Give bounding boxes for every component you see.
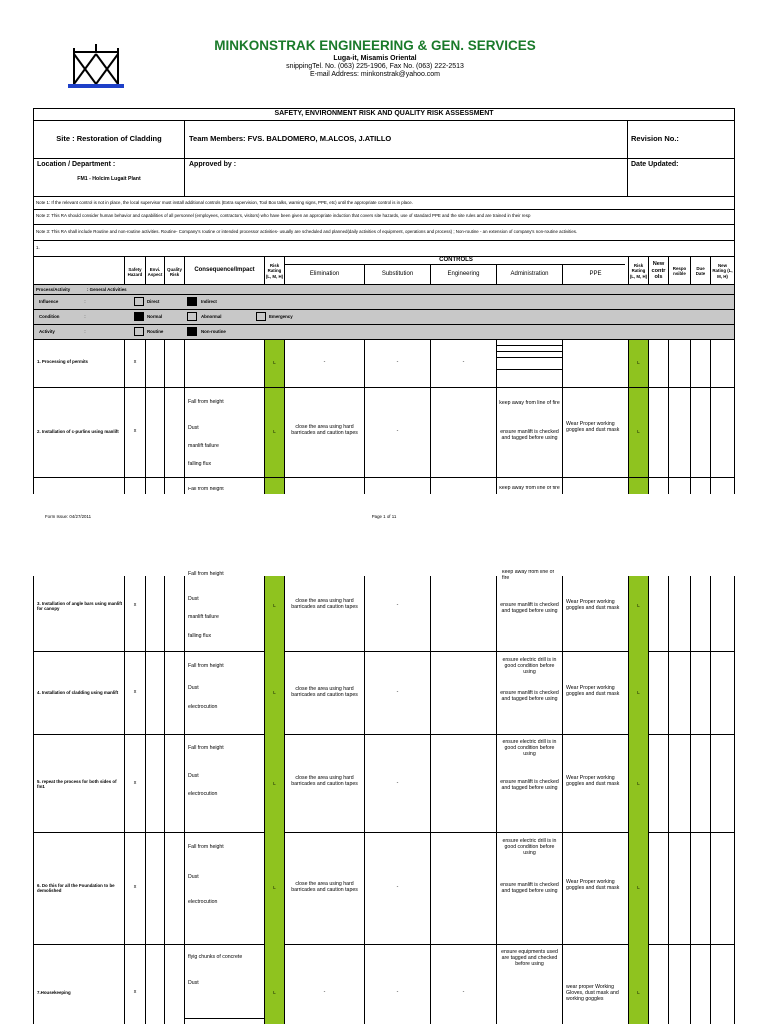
routine-checkbox[interactable] xyxy=(134,327,144,336)
consequence-item: Dust xyxy=(188,874,199,881)
consequence-item: Dust xyxy=(188,773,199,780)
risk-rating-2-value: L xyxy=(637,690,640,696)
site-label: Site : Restoration of Cladding xyxy=(56,133,162,143)
process-activity-value: : General Activities xyxy=(87,286,127,292)
normal-label: Normal xyxy=(147,314,163,320)
ppe-cell: Wear Proper working goggles and dust mask xyxy=(566,685,620,697)
activity-cell: 2. Installation of c-purlins using manlift xyxy=(37,429,119,435)
nonroutine-checkbox[interactable] xyxy=(187,327,197,336)
consequence-item: electrocution xyxy=(188,704,218,711)
col-ppe: PPE xyxy=(589,270,602,277)
company-logo xyxy=(68,40,124,90)
substitution-cell: - xyxy=(396,884,399,891)
safety-mark: x xyxy=(133,689,137,696)
col-risk-rating-2: Risk Rating (L, M, H) xyxy=(629,263,648,279)
consequence-item: manlift failure xyxy=(188,614,219,621)
consequence-item: Dust xyxy=(188,596,199,603)
substitution-cell: - xyxy=(396,428,399,435)
elimination-cell: close the area using hard barricades and caution tapes xyxy=(291,686,358,698)
elimination-cell: - xyxy=(323,989,326,996)
admin-item: keep away from line of fire xyxy=(499,400,560,407)
activity-label: Activity xyxy=(39,329,55,335)
consequence-cutoff: Fall from height xyxy=(188,487,224,492)
admin-item: ensure electric drill is in good condition before using xyxy=(502,657,557,675)
location-label: Location / Department : xyxy=(37,160,116,168)
emergency-checkbox[interactable] xyxy=(256,312,266,321)
col-consequence: Consequence/Impact xyxy=(194,266,255,273)
company-phone: snippingTel. No. (063) 225-1906, Fax No. (063) 222-2513 xyxy=(286,63,464,71)
consequence-item: flyig chunks of concrete xyxy=(188,954,243,961)
emergency-label: Emergency xyxy=(269,314,293,320)
col-administration: Administration xyxy=(510,270,549,277)
safety-mark: x xyxy=(133,359,137,366)
risk-rating-2-value: L xyxy=(637,781,640,787)
abnormal-checkbox[interactable] xyxy=(187,312,197,321)
location-value: FM1 - Holcim Lugait Plant xyxy=(77,176,141,183)
blank-row: 1. xyxy=(36,245,40,251)
col-envi: Envi. Aspect xyxy=(147,266,163,277)
company-address: Luga-it, Misamis Oriental xyxy=(333,55,417,63)
safety-mark: x xyxy=(133,428,137,435)
activity-cell: 3. Installation of angle bars using manlift for canopy xyxy=(37,600,123,611)
col-quality: Quality Risk xyxy=(167,266,182,277)
col-risk-rating: Risk Rating (L, M, H) xyxy=(265,263,284,279)
condition-colon: : xyxy=(84,314,86,320)
indirect-label: Indirect xyxy=(201,299,217,305)
substitution-cell: - xyxy=(396,602,399,609)
consequence-item: falling flux xyxy=(188,633,212,640)
risk-rating-value: L xyxy=(273,360,276,366)
risk-rating-2-value: L xyxy=(637,885,640,891)
substitution-cell: - xyxy=(396,359,399,366)
elimination-cell: close the area using hard barricades and caution tapes xyxy=(291,424,358,436)
col-new-controls: New contr ols xyxy=(651,261,666,281)
activity-cell: 4. Installation of cladding using manlift xyxy=(37,690,119,696)
activity-cell: 7.Housekeeping xyxy=(37,990,71,996)
risk-rating-cell xyxy=(265,576,284,1024)
risk-rating-value: L xyxy=(273,990,276,996)
approved-label: Approved by : xyxy=(189,160,237,168)
safety-mark: x xyxy=(133,602,137,609)
revision-label: Revision No.: xyxy=(631,133,679,143)
elimination-cell: close the area using hard barricades and caution tapes xyxy=(291,598,358,610)
risk-rating-value: L xyxy=(273,781,276,787)
risk-rating-value: L xyxy=(273,429,276,435)
substitution-cell: - xyxy=(396,989,399,996)
admin-item: ensure manlift is checked and tagged before using xyxy=(500,779,559,791)
activity-colon: : xyxy=(84,329,86,335)
admin-cutoff: keep away from line of fire xyxy=(499,486,560,491)
form-issue: Form Issue: 04/27/2011 xyxy=(45,514,92,520)
process-activity-label: Process/Activity xyxy=(36,286,71,292)
condition-label: Condition xyxy=(39,314,60,320)
risk-rating-value: L xyxy=(273,885,276,891)
company-email: E-mail Address: minkonstrak@yahoo.com xyxy=(309,71,441,79)
ppe-cell: Wear Proper working goggles and dust mask xyxy=(566,879,620,891)
direct-label: Direct xyxy=(147,299,160,305)
col-engineering: Engineering xyxy=(447,270,480,277)
col-elimination: Elimination xyxy=(309,270,340,277)
safety-mark: x xyxy=(133,884,137,891)
direct-checkbox[interactable] xyxy=(134,297,144,306)
safety-mark: x xyxy=(133,780,137,787)
substitution-cell: - xyxy=(396,780,399,787)
risk-rating-2-cell xyxy=(629,576,648,1024)
admin-item: ensure electric drill is in good condition before using xyxy=(502,838,557,856)
team-members: Team Members: FVS. BALDOMERO, M.ALCOS, J.ATILLO xyxy=(189,133,392,143)
consequence-item: Fall from height xyxy=(188,399,224,406)
risk-rating-2-value: L xyxy=(637,990,640,996)
consequence-cutoff: Fall from height xyxy=(188,571,224,578)
consequence-item: Fall from height xyxy=(188,745,224,752)
admin-item: ensure electric drill is in good condition before using xyxy=(502,739,557,757)
scaffold-logo-icon xyxy=(68,40,124,90)
activity-cell: 1. Processing of permits xyxy=(37,359,88,365)
risk-rating-value: L xyxy=(273,603,276,609)
note-3: Note 3: This RA shall include Routine and non-routine activities. Routine- Company's routine or intended processor activities- usually are scheduled and planned(daily activities of equipment, operations and process) ; Non-routine - an extension of company's non-routine activities. xyxy=(36,229,578,235)
ppe-cell: Wear Proper working goggles and dust mask xyxy=(566,421,620,433)
activity-cell: 5. repeat the process for both sides of fm1 xyxy=(37,778,117,789)
col-controls: CONTROLS xyxy=(439,256,473,263)
admin-item: ensure equipments used are tagged and checked before using xyxy=(501,949,558,967)
influence-colon: : xyxy=(84,299,86,305)
risk-rating-2-value: L xyxy=(637,429,640,435)
company-name: MINKONSTRAK ENGINEERING & GEN. SERVICES xyxy=(214,38,536,54)
admin-cutoff: keep away from line of fire xyxy=(502,570,554,582)
nonroutine-label: Non-routine xyxy=(201,329,226,335)
consequence-item: falling flux xyxy=(188,461,212,468)
elimination-cell: - xyxy=(323,359,326,366)
elimination-cell: close the area using hard barricades and caution tapes xyxy=(291,881,358,893)
engineering-cell: - xyxy=(462,359,465,366)
col-due-date: Due Date xyxy=(695,265,706,276)
col-safety: Safety Hazard xyxy=(127,266,143,277)
engineering-cell: - xyxy=(462,989,465,996)
consequence-item: manlift failure xyxy=(188,443,219,450)
risk-rating-2-value: L xyxy=(637,603,640,609)
consequence-item: Dust xyxy=(188,980,199,987)
consequence-item: Fall from height xyxy=(188,844,224,851)
ppe-cell: Wear Proper working goggles and dust mask xyxy=(566,599,620,611)
ppe-cell: Wear Proper working goggles and dust mask xyxy=(566,775,620,787)
col-substitution: Substitution xyxy=(381,270,414,277)
normal-checkbox[interactable] xyxy=(134,312,144,321)
consequence-item: electrocution xyxy=(188,791,218,798)
activity-cell: 6. Do this for all the Foundation to be demolished xyxy=(37,882,115,893)
form-title: SAFETY, ENVIRONMENT RISK AND QUALITY RISK ASSESSMENT xyxy=(274,110,494,118)
elimination-cell: close the area using hard barricades and caution tapes xyxy=(291,775,358,787)
col-responsible: Respo nsible xyxy=(672,265,687,276)
consequence-item: Dust xyxy=(188,425,199,432)
risk-rating-2-value: L xyxy=(637,360,640,366)
note-2: Note 2: This RA should consider human behavior and capabilities of all personnel (employees, contractors, visitors) who have been given an appropriate induction that covers site hazards, use of standard PPE and the site rules and are trained in their resp xyxy=(36,213,531,219)
abnormal-label: Abnormal xyxy=(201,314,222,320)
consequence-item: electrocution xyxy=(188,899,218,906)
admin-item: ensure manlift is checked and tagged before using xyxy=(500,690,559,702)
consequence-item: Fall from height xyxy=(188,663,224,670)
risk-rating-value: L xyxy=(273,690,276,696)
page-number: Page 1 of 11 xyxy=(371,514,397,520)
admin-item: ensure manlift is checked and tagged before using xyxy=(500,882,559,894)
substitution-cell: - xyxy=(396,689,399,696)
safety-mark: x xyxy=(133,989,137,996)
routine-label: Routine xyxy=(147,329,164,335)
indirect-checkbox[interactable] xyxy=(187,297,197,306)
influence-label: Influence xyxy=(39,299,59,305)
note-1: Note 1: If the relevant control is not in place, the local supervisor must install additional controls (Extra supervision, Tool Box talks, warning signs, PPE, etc) until the appropriate control is in place. xyxy=(36,200,413,206)
ppe-cell: wear proper Working Gloves, dust mask and working goggles xyxy=(566,984,619,1002)
admin-item: ensure manlift is checked and tagged before using xyxy=(500,429,559,441)
col-new-rating: New Rating (L, M, H) xyxy=(712,263,733,279)
date-updated-label: Date Updated: xyxy=(631,160,679,168)
admin-item: ensure manlift is checked and tagged before using xyxy=(500,602,559,614)
consequence-item: Dust xyxy=(188,685,199,692)
